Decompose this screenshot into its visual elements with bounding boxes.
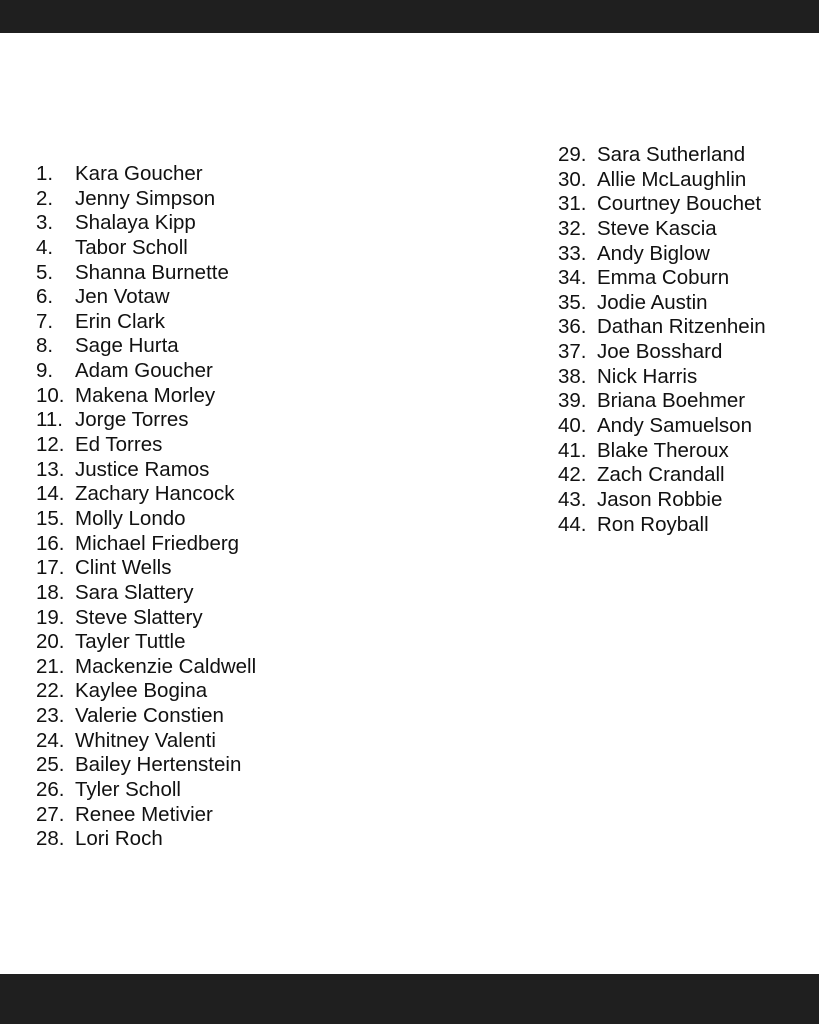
list-item [36, 606, 256, 631]
list-item-number: 37. [558, 340, 587, 364]
list-item-number: 41. [558, 438, 587, 462]
list-item [558, 365, 766, 390]
list-item-number: 7. [36, 309, 54, 333]
list-item [36, 630, 256, 655]
list-item-number: 1. [36, 162, 54, 185]
list-item [36, 679, 256, 704]
list-item-name: Kara Goucher [75, 162, 203, 185]
list-item [36, 803, 256, 828]
list-item-number: 16. [36, 531, 65, 555]
list-item [558, 439, 766, 464]
list-item-number: 10. [36, 383, 65, 407]
list-item-name: Tayler Tuttle [75, 630, 186, 654]
list-item-number: 26. [36, 778, 65, 802]
list-item-number: 17. [36, 556, 65, 580]
list-item-name: Lori Roch [75, 827, 163, 851]
list-item-number: 22. [36, 679, 65, 703]
list-item-name: Clint Wells [75, 556, 172, 580]
list-item [36, 655, 256, 680]
list-item-name: Ed Torres [75, 433, 163, 457]
list-item-name: Sara Sutherland [597, 143, 746, 166]
list-item-number: 25. [36, 753, 65, 777]
list-item [36, 581, 256, 606]
list-item-name: Molly Londo [75, 506, 186, 530]
list-item-number: 30. [558, 167, 587, 191]
list-item-name: Mackenzie Caldwell [75, 654, 257, 678]
list-item-number: 12. [36, 433, 65, 457]
list-item-name: Shalaya Kipp [75, 211, 196, 235]
list-item [36, 236, 256, 261]
list-item [558, 513, 766, 538]
list-item [558, 463, 766, 488]
list-item-name: Sara Slattery [75, 580, 194, 604]
list-item [36, 827, 256, 852]
list-item-number: 15. [36, 506, 65, 530]
list-item-name: Steve Slattery [75, 605, 203, 629]
list-item-number: 18. [36, 580, 65, 604]
list-item-number: 35. [558, 290, 587, 314]
list-item-name: Dathan Ritzenhein [597, 315, 766, 339]
list-item-name: Jorge Torres [75, 408, 189, 432]
list-item-name: Whitney Valenti [75, 728, 216, 752]
list-item [36, 778, 256, 803]
list-item-number: 6. [36, 285, 54, 309]
list-item-name: Blake Theroux [597, 438, 729, 462]
list-item-number: 14. [36, 482, 65, 506]
list-item [36, 187, 256, 212]
list-item-name: Shanna Burnette [75, 260, 229, 284]
list-item [36, 408, 256, 433]
list-item [558, 242, 766, 267]
list-item-number: 3. [36, 211, 54, 235]
list-item-number: 36. [558, 315, 587, 339]
list-item-name: Zachary Hancock [75, 482, 235, 506]
list-item [558, 168, 766, 193]
list-item-number: 29. [558, 143, 587, 166]
list-item-number: 13. [36, 457, 65, 481]
bottom-bar [0, 974, 819, 1024]
list-item [36, 261, 256, 286]
list-item-name: Courtney Bouchet [597, 192, 762, 216]
list-item-number: 39. [558, 389, 587, 413]
list-item-name: Andy Samuelson [597, 414, 752, 438]
list-item-number: 28. [36, 827, 65, 851]
list-item [36, 433, 256, 458]
list-item-name: Tyler Scholl [75, 778, 181, 802]
list-item [558, 143, 766, 168]
list-item-name: Erin Clark [75, 309, 165, 333]
list-item-name: Kaylee Bogina [75, 679, 208, 703]
list-item-number: 5. [36, 260, 54, 284]
list-item-number: 19. [36, 605, 65, 629]
list-item-number: 32. [558, 216, 587, 240]
list-item-number: 21. [36, 654, 65, 678]
list-item-number: 34. [558, 266, 587, 290]
list-item-name: Briana Boehmer [597, 389, 746, 413]
list-item-number: 27. [36, 802, 65, 826]
list-item [558, 217, 766, 242]
names-list-left [36, 162, 256, 852]
list-item [558, 340, 766, 365]
list-item [558, 192, 766, 217]
list-item-name: Jen Votaw [75, 285, 170, 309]
list-item [36, 532, 256, 557]
list-item-number: 4. [36, 235, 54, 259]
list-item [36, 458, 256, 483]
list-item-number: 9. [36, 359, 54, 383]
list-item-name: Allie McLaughlin [597, 167, 747, 191]
list-item [36, 384, 256, 409]
list-item-name: Bailey Hertenstein [75, 753, 242, 777]
list-item-name: Jodie Austin [597, 290, 708, 314]
list-item-number: 2. [36, 186, 54, 210]
list-item-name: Jenny Simpson [75, 186, 216, 210]
list-item [36, 334, 256, 359]
list-item [558, 266, 766, 291]
list-item-name: Steve Kascia [597, 216, 717, 240]
list-item-number: 8. [36, 334, 54, 358]
list-item-name: Jason Robbie [597, 487, 723, 511]
list-item [36, 507, 256, 532]
list-item [36, 359, 256, 384]
list-item-number: 20. [36, 630, 65, 654]
list-item-number: 11. [36, 408, 63, 432]
list-item-name: Adam Goucher [75, 359, 213, 383]
list-item [36, 285, 256, 310]
list-item-name: Valerie Constien [75, 704, 224, 728]
list-item-name: Renee Metivier [75, 802, 213, 826]
top-bar [0, 0, 819, 33]
list-item-number: 31. [558, 192, 587, 216]
list-item-number: 33. [558, 241, 587, 265]
list-item-name: Joe Bosshard [597, 340, 723, 364]
list-item [36, 482, 256, 507]
list-item-name: Justice Ramos [75, 457, 210, 481]
list-item [36, 211, 256, 236]
list-item-name: Ron Royball [597, 512, 709, 536]
list-item [558, 315, 766, 340]
list-item-number: 43. [558, 487, 587, 511]
list-item [558, 291, 766, 316]
list-item-number: 40. [558, 414, 587, 438]
list-item [36, 753, 256, 778]
list-item-name: Makena Morley [75, 383, 216, 407]
list-item-number: 38. [558, 364, 587, 388]
list-item [36, 556, 256, 581]
list-item-number: 24. [36, 728, 65, 752]
list-item-name: Tabor Scholl [75, 235, 188, 259]
names-list-right [558, 143, 766, 537]
list-item [558, 389, 766, 414]
list-item-name: Zach Crandall [597, 463, 725, 487]
list-item-name: Emma Coburn [597, 266, 730, 290]
list-item-name: Michael Friedberg [75, 531, 240, 555]
list-item-name: Andy Biglow [597, 241, 710, 265]
list-item-number: 44. [558, 512, 587, 536]
list-item [36, 729, 256, 754]
list-item-name: Nick Harris [597, 364, 698, 388]
list-item [36, 704, 256, 729]
list-item-name: Sage Hurta [75, 334, 179, 358]
list-item-number: 42. [558, 463, 587, 487]
list-item [36, 162, 256, 187]
list-item [558, 414, 766, 439]
list-item [36, 310, 256, 335]
list-item-number: 23. [36, 704, 65, 728]
list-item [558, 488, 766, 513]
